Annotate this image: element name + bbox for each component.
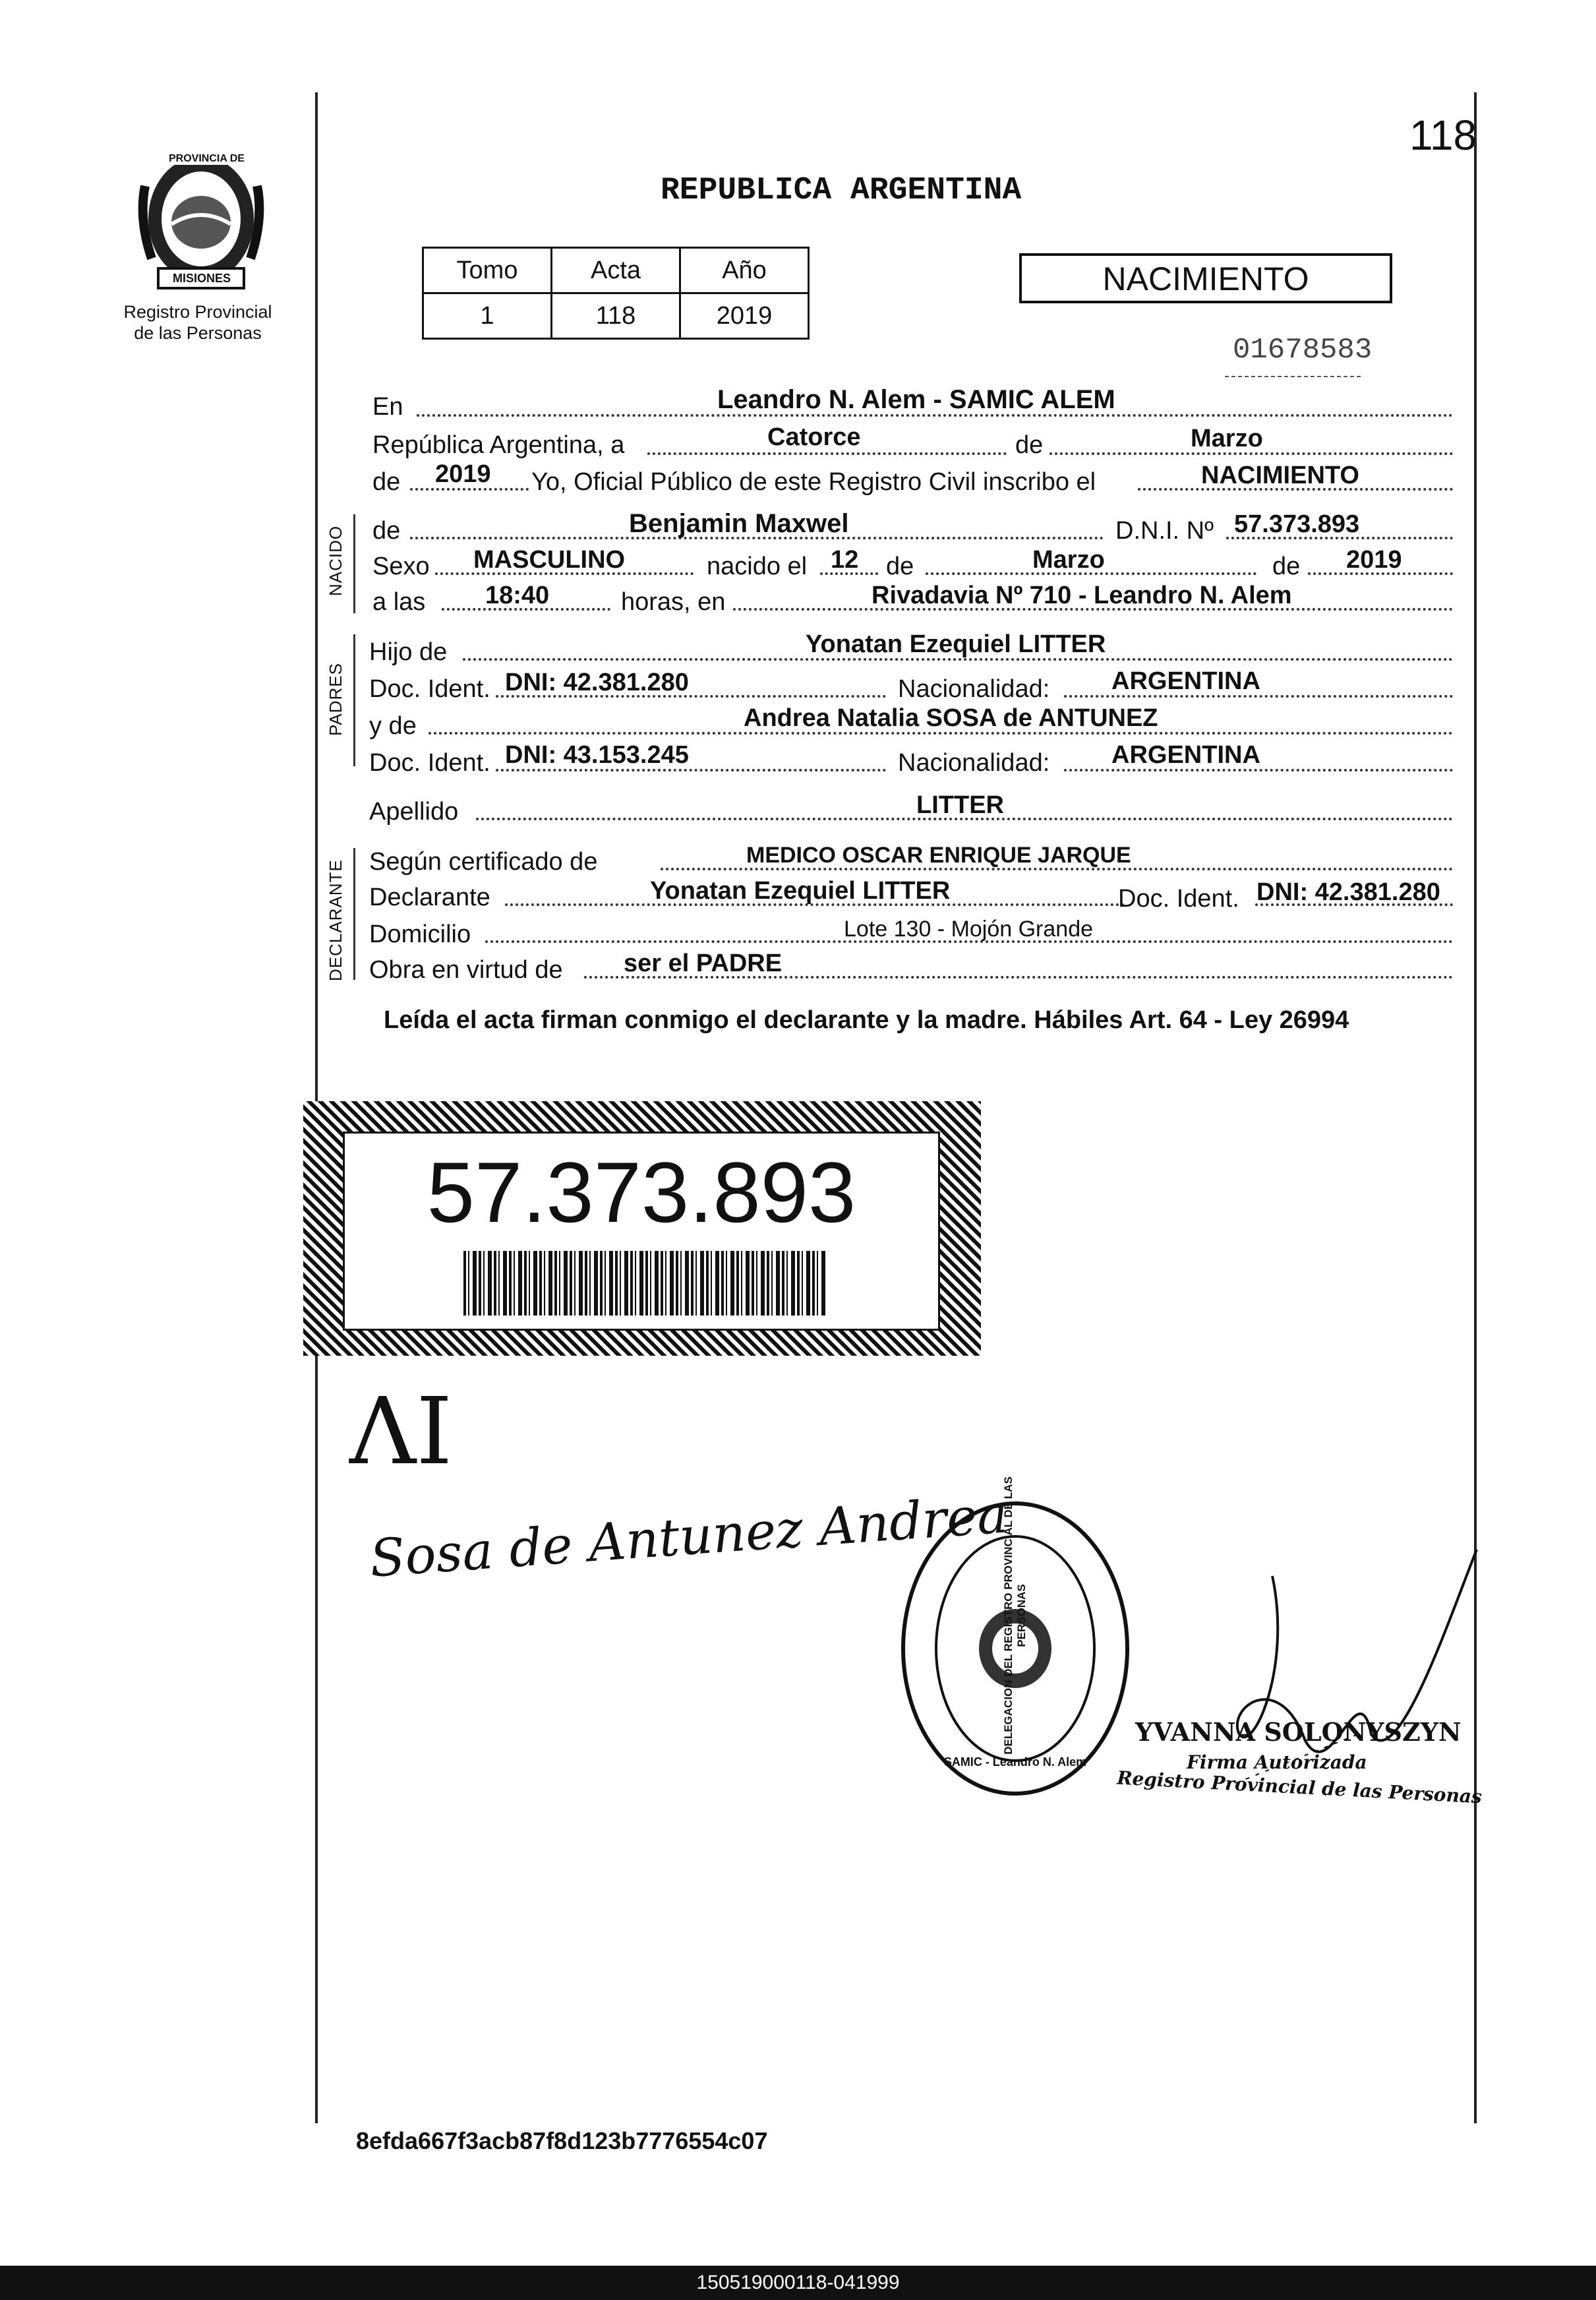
declarante-brace [353,848,355,980]
birth-month: Marzo [1032,546,1105,574]
segun-value: MEDICO OSCAR ENRIQUE JARQUE [746,843,1131,868]
hijo-label: Hijo de [369,638,448,666]
inscribo-value: NACIMIENTO [1201,462,1359,489]
record-type: NACIMIENTO [1102,260,1309,297]
father-nationality: ARGENTINA [1111,667,1260,695]
seal-text-bottom: MISIONES [173,272,231,285]
apellido-value: LITTER [916,791,1004,819]
father-doc-label: Doc. Ident. [369,675,490,703]
official-seal [897,1476,1134,1800]
record-type-box [1019,253,1392,303]
mother-doc-dots [496,769,886,772]
year-dots [410,488,529,491]
sexo-value: MASCULINO [473,546,626,574]
nacido-el-label: nacido el [707,553,808,580]
right-margin-line [1474,92,1477,2123]
rep-dots-1 [647,452,1007,455]
yde-label: y de [369,712,417,740]
id-sticker-inner [343,1132,940,1331]
apellido-label: Apellido [369,798,459,826]
horas-label: horas, en [621,588,726,616]
child-dni: 57.373.893 [1234,510,1360,538]
obra-label: Obra en virtud de [369,956,563,984]
declarante-value: Yonatan Ezequiel LITTER [650,877,951,905]
birth-day: 12 [831,546,859,574]
domicilio-label: Domicilio [369,921,471,948]
mother-doc-label: Doc. Ident. [369,749,490,777]
seal-inner-text: SAMIC - Leandro N. Alem [943,1755,1087,1769]
serial-underline [1225,376,1361,377]
year-value: 2019 [435,460,491,488]
seal-text-top: PROVINCIA DE [169,153,245,164]
yo-text: Yo, Oficial Público de este Registro Civil inscribo el [531,468,1096,496]
en-value: Leandro N. Alem - SAMIC ALEM [717,385,1115,414]
rep-day: Catorce [767,423,861,451]
rep-month: Marzo [1191,425,1263,452]
padres-side-label: PADRES [326,663,345,736]
page-number: 118 [1409,111,1477,159]
en-dots [417,414,1453,417]
dni-label: D.N.I. Nº [1115,517,1214,545]
a-las-label: a las [372,588,426,616]
id-number: 57.373.893 [427,1144,856,1240]
closing-text: Leída el acta firman conmigo el declarante y la madre. Hábiles Art. 64 - Ley 26994 [384,1006,1349,1034]
nacido-brace [353,514,355,613]
table-header-tomo: Tomo [423,248,552,293]
mother-signature: Sosa de Antunez Andrea [368,1485,1010,1589]
father-nat-dots [1064,695,1453,698]
page-title: REPUBLICA ARGENTINA [661,173,1022,208]
father-name: Yonatan Ezequiel LITTER [806,630,1106,658]
obra-value: ser el PADRE [624,950,783,977]
domicilio-value: Lote 130 - Mojón Grande [844,917,1094,942]
official-name: YVANNA SOLONYSZYN [1135,1717,1462,1747]
register-table-row [423,293,809,339]
logo-caption-2: de las Personas [134,323,262,343]
mother-nat-dots [1064,769,1453,772]
seal-outer-text: DELEGACION DEL REGISTRO PROVINCIAL DE LAS PERSONAS [1002,1476,1028,1755]
year-de-label: de [372,468,401,496]
register-table-header [423,248,809,293]
mother-doc: DNI: 43.153.245 [505,741,689,769]
declarante-side-label: DECLARANTE [326,859,345,981]
birth-year: 2019 [1346,546,1402,574]
decl-doc-label: Doc. Ident. [1118,885,1239,913]
official-org: Registro Provincial de las Personas [1116,1767,1483,1808]
document-hash: 8efda667f3acb87f8d123b7776554c07 [356,2127,768,2154]
segun-dots [661,868,1453,870]
mother-nationality: ARGENTINA [1111,741,1260,769]
table-cell-acta: 118 [552,293,680,339]
table-header-acta: Acta [552,248,680,293]
decl-doc-value: DNI: 42.381.280 [1256,878,1440,906]
initial-signature: ɅI [349,1378,453,1486]
mother-nat-label: Nacionalidad: [898,749,1050,777]
segun-label: Según certificado de [369,848,598,876]
nacido-side-label: NACIDO [326,525,345,596]
decl-doc-dots [1255,903,1453,906]
rep-dots-2 [1049,452,1453,455]
birth-time: 18:40 [485,582,550,609]
province-logo [125,146,277,298]
id-sticker [303,1101,981,1356]
declarante-label: Declarante [369,884,490,911]
serial-number: 01678583 [1233,334,1373,367]
mother-name: Andrea Natalia SOSA de ANTUNEZ [744,704,1158,732]
child-name: Benjamin Maxwel [629,509,849,538]
official-role: Firma Autorizada [1187,1751,1367,1773]
en-label: En [372,393,403,421]
birth-de-label-1: de [886,553,914,580]
register-table [422,247,810,340]
sexo-label: Sexo [372,553,430,580]
logo-caption-1: Registro Provincial [123,302,272,322]
table-header-anio: Año [680,248,809,293]
rep-label: República Argentina, a [372,431,625,459]
table-cell-tomo: 1 [423,293,552,339]
name-de-label: de [372,517,401,545]
padres-brace [353,634,355,766]
birth-de-label-2: de [1272,553,1301,580]
father-nat-label: Nacionalidad: [898,675,1050,703]
father-dots [463,658,1453,661]
birth-place: Rivadavia Nº 710 - Leandro N. Alem [872,582,1292,609]
footer-bar [0,2266,1596,2300]
barcode [463,1251,826,1316]
table-cell-anio: 2019 [680,293,809,339]
footer-code: 150519000118-041999 [696,2272,900,2293]
mother-dots [429,732,1453,735]
father-doc: DNI: 42.381.280 [505,669,689,696]
rep-de-label: de [1015,431,1044,459]
